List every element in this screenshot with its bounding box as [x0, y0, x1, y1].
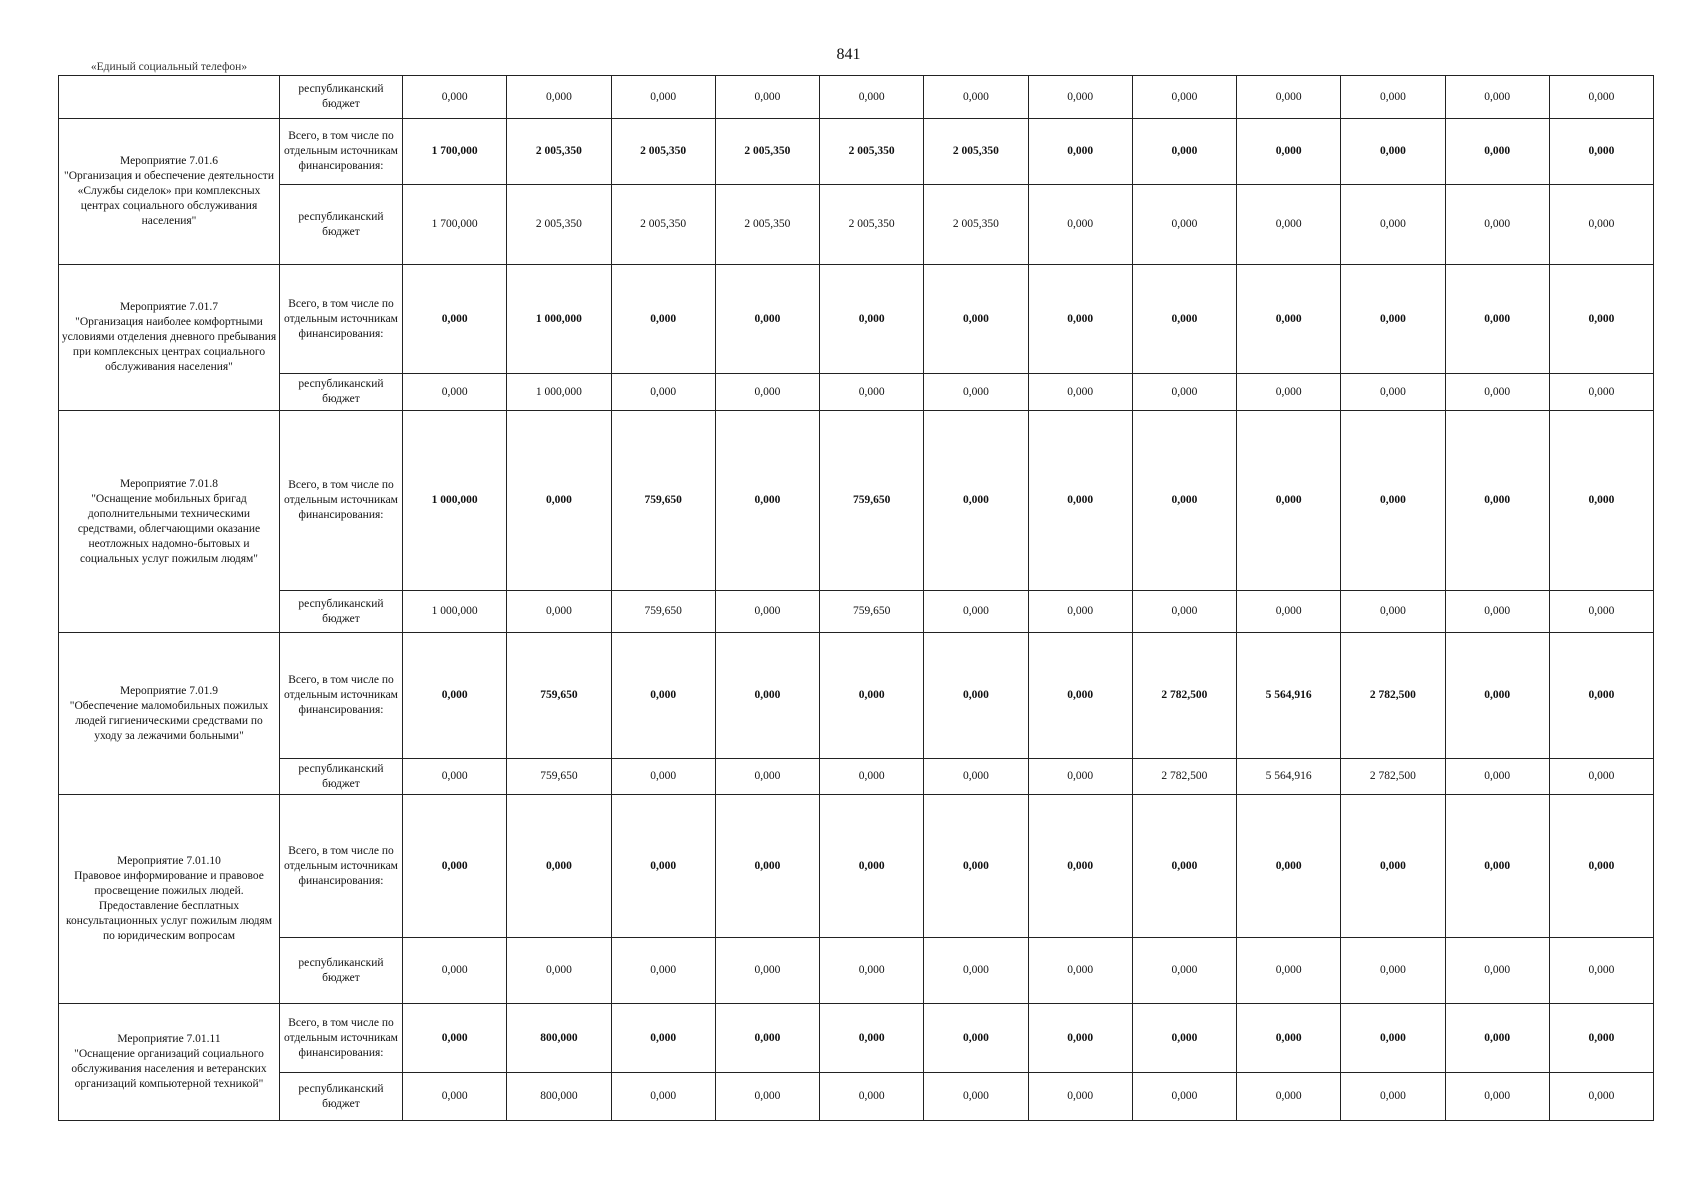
value-cell: 0,000 [1549, 374, 1653, 411]
value-cell: 0,000 [403, 1004, 507, 1073]
value-cell: 0,000 [1028, 76, 1132, 119]
value-cell: 759,650 [507, 633, 611, 759]
table-row [59, 1073, 1654, 1121]
value-cell: 0,000 [403, 938, 507, 1004]
value-cell: 0,000 [715, 265, 819, 374]
value-cell: 0,000 [1549, 795, 1653, 938]
value-cell: 0,000 [403, 1073, 507, 1121]
value-cell: 0,000 [924, 938, 1028, 1004]
value-cell: 0,000 [1341, 1004, 1445, 1073]
value-cell: 0,000 [1132, 265, 1236, 374]
value-cell: 0,000 [1445, 1073, 1549, 1121]
value-cell: 0,000 [1237, 185, 1341, 265]
value-cell: 0,000 [820, 938, 924, 1004]
value-cell: 0,000 [1341, 795, 1445, 938]
value-cell: 0,000 [1132, 374, 1236, 411]
value-cell: 2 005,350 [820, 119, 924, 185]
value-cell: 0,000 [715, 411, 819, 591]
table-row [59, 633, 1654, 759]
value-cell: 0,000 [715, 759, 819, 795]
value-cell: 0,000 [611, 938, 715, 1004]
value-cell: 759,650 [507, 759, 611, 795]
value-cell: 0,000 [924, 759, 1028, 795]
value-cell: 2 005,350 [507, 185, 611, 265]
value-cell: 1 000,000 [507, 374, 611, 411]
value-cell: 0,000 [1237, 76, 1341, 119]
value-cell: 0,000 [1445, 411, 1549, 591]
event-title: Мероприятие 7.01.6 [120, 155, 218, 167]
value-cell: 2 005,350 [924, 119, 1028, 185]
table-row [59, 1004, 1654, 1073]
value-cell: 0,000 [1341, 938, 1445, 1004]
value-cell: 1 000,000 [403, 411, 507, 591]
value-cell: 0,000 [1132, 1004, 1236, 1073]
value-cell: 0,000 [1445, 1004, 1549, 1073]
value-cell: 0,000 [715, 795, 819, 938]
value-cell: 0,000 [715, 1004, 819, 1073]
value-cell: 0,000 [1445, 633, 1549, 759]
source-total-label: Всего, в том числе по отдельным источникам финансирования: [280, 795, 403, 938]
value-cell: 0,000 [1237, 1004, 1341, 1073]
event-title: Мероприятие 7.01.10 [117, 855, 221, 867]
source-republican-label: республиканский бюджет [280, 759, 403, 795]
event-name-cell [59, 411, 280, 633]
value-cell: 0,000 [1445, 185, 1549, 265]
value-cell: 2 005,350 [715, 119, 819, 185]
value-cell: 2 005,350 [715, 185, 819, 265]
value-cell: 0,000 [507, 795, 611, 938]
value-cell: 0,000 [1341, 76, 1445, 119]
event-name-cell [59, 61, 280, 119]
value-cell: 0,000 [507, 591, 611, 633]
value-cell: 0,000 [1028, 265, 1132, 374]
value-cell: 0,000 [403, 265, 507, 374]
value-cell: 0,000 [403, 759, 507, 795]
value-cell: 2 005,350 [611, 119, 715, 185]
value-cell: 0,000 [1341, 119, 1445, 185]
value-cell: 2 782,500 [1341, 759, 1445, 795]
value-cell: 0,000 [1549, 265, 1653, 374]
value-cell: 0,000 [611, 795, 715, 938]
value-cell: 0,000 [924, 374, 1028, 411]
value-cell: 0,000 [507, 76, 611, 119]
value-cell: 0,000 [1132, 1073, 1236, 1121]
value-cell: 0,000 [1549, 411, 1653, 591]
value-cell: 0,000 [1445, 374, 1549, 411]
value-cell: 0,000 [820, 759, 924, 795]
value-cell: 0,000 [924, 633, 1028, 759]
value-cell: 0,000 [924, 591, 1028, 633]
value-cell: 0,000 [1549, 1004, 1653, 1073]
value-cell: 0,000 [1132, 411, 1236, 591]
value-cell: 0,000 [507, 938, 611, 1004]
value-cell: 0,000 [820, 76, 924, 119]
value-cell: 0,000 [820, 265, 924, 374]
value-cell: 0,000 [1445, 938, 1549, 1004]
table-row [59, 795, 1654, 938]
value-cell: 800,000 [507, 1073, 611, 1121]
value-cell: 0,000 [1445, 795, 1549, 938]
value-cell: 1 700,000 [403, 119, 507, 185]
value-cell: 0,000 [1549, 759, 1653, 795]
value-cell: 1 700,000 [403, 185, 507, 265]
value-cell: 0,000 [820, 795, 924, 938]
table-row [59, 938, 1654, 1004]
value-cell: 0,000 [1549, 633, 1653, 759]
value-cell: 0,000 [1341, 591, 1445, 633]
source-total-label: Всего, в том числе по отдельным источникам финансирования: [280, 265, 403, 374]
value-cell: 759,650 [611, 411, 715, 591]
source-total-label: Всего, в том числе по отдельным источникам финансирования: [280, 633, 403, 759]
event-description: "Обеспечение маломобильных пожилых людей гигиеническими средствами по уходу за лежачими больными" [69, 699, 269, 742]
page-number: 841 [836, 46, 861, 63]
table-row [59, 591, 1654, 633]
source-republican-label: республиканский бюджет [280, 374, 403, 411]
table-row [59, 119, 1654, 185]
value-cell: 0,000 [1445, 119, 1549, 185]
value-cell: 0,000 [1237, 591, 1341, 633]
source-republican-label: республиканский бюджет [280, 185, 403, 265]
event-title: Мероприятие 7.01.7 [120, 301, 218, 313]
value-cell: 0,000 [611, 1004, 715, 1073]
table-row [59, 185, 1654, 265]
value-cell: 0,000 [1028, 411, 1132, 591]
value-cell: 0,000 [1132, 795, 1236, 938]
value-cell: 0,000 [1237, 938, 1341, 1004]
value-cell: 0,000 [1237, 374, 1341, 411]
value-cell: 1 000,000 [403, 591, 507, 633]
value-cell: 0,000 [715, 633, 819, 759]
value-cell: 2 005,350 [820, 185, 924, 265]
event-title: Мероприятие 7.01.8 [120, 477, 218, 490]
value-cell: 0,000 [1237, 411, 1341, 591]
value-cell: 0,000 [924, 76, 1028, 119]
value-cell: 0,000 [1132, 76, 1236, 119]
value-cell: 0,000 [715, 374, 819, 411]
source-total-label: Всего, в том числе по отдельным источникам финансирования: [280, 119, 403, 185]
value-cell: 0,000 [1028, 591, 1132, 633]
value-cell: 0,000 [1445, 76, 1549, 119]
value-cell: 0,000 [1028, 1004, 1132, 1073]
event-description: "Организация наиболее комфортными условиями отделения дневного пребывания при комплексных центрах социального обслуживания населения" [61, 316, 277, 373]
value-cell: 0,000 [1132, 185, 1236, 265]
event-name-cell [59, 119, 280, 265]
value-cell: 0,000 [611, 1073, 715, 1121]
table-row [59, 411, 1654, 591]
value-cell: 0,000 [403, 795, 507, 938]
value-cell: 0,000 [820, 1073, 924, 1121]
budget-table-body [59, 61, 1654, 1121]
value-cell: 1 000,000 [507, 265, 611, 374]
value-cell: 0,000 [403, 374, 507, 411]
value-cell: 759,650 [820, 411, 924, 591]
event-title: Мероприятие 7.01.9 [120, 684, 218, 697]
event-title: Мероприятие 7.01.11 [117, 1033, 221, 1045]
event-name-cell [59, 633, 280, 795]
value-cell: 0,000 [1549, 1073, 1653, 1121]
budget-table [58, 61, 1654, 1121]
source-republican-label: республиканский бюджет [280, 591, 403, 633]
value-cell: 0,000 [924, 1073, 1028, 1121]
source-republican-label: республиканский бюджет [280, 938, 403, 1004]
value-cell: 2 005,350 [611, 185, 715, 265]
value-cell: 2 005,350 [924, 185, 1028, 265]
value-cell: 0,000 [1028, 795, 1132, 938]
value-cell: 0,000 [507, 411, 611, 591]
value-cell: 0,000 [1028, 759, 1132, 795]
value-cell: 0,000 [611, 265, 715, 374]
table-row [59, 374, 1654, 411]
value-cell: 0,000 [611, 374, 715, 411]
value-cell: 5 564,916 [1237, 633, 1341, 759]
value-cell: 0,000 [820, 374, 924, 411]
event-name-cell [59, 265, 280, 411]
value-cell: 0,000 [1445, 759, 1549, 795]
value-cell: 0,000 [1445, 265, 1549, 374]
value-cell: 0,000 [1341, 374, 1445, 411]
value-cell: 0,000 [1237, 1073, 1341, 1121]
value-cell: 0,000 [715, 76, 819, 119]
value-cell: 0,000 [1028, 374, 1132, 411]
value-cell: 2 005,350 [507, 119, 611, 185]
value-cell: 0,000 [924, 1004, 1028, 1073]
value-cell: 2 782,500 [1132, 633, 1236, 759]
event-description: «Единый социальный телефон» [90, 61, 248, 73]
value-cell: 0,000 [1237, 265, 1341, 374]
value-cell: 0,000 [403, 76, 507, 119]
value-cell: 0,000 [924, 411, 1028, 591]
value-cell: 0,000 [1341, 1073, 1445, 1121]
value-cell: 0,000 [1237, 119, 1341, 185]
value-cell: 5 564,916 [1237, 759, 1341, 795]
value-cell: 0,000 [1132, 938, 1236, 1004]
value-cell: 0,000 [1341, 265, 1445, 374]
table-row [59, 265, 1654, 374]
source-total-label: Всего, в том числе по отдельным источникам финансирования: [280, 1004, 403, 1073]
value-cell: 0,000 [1341, 411, 1445, 591]
value-cell: 0,000 [1028, 938, 1132, 1004]
value-cell: 0,000 [924, 265, 1028, 374]
event-name-cell [59, 1004, 280, 1121]
value-cell: 0,000 [1549, 938, 1653, 1004]
value-cell: 0,000 [1549, 119, 1653, 185]
event-description: "Оснащение организаций социального обслуживания населения и ветеранских организаций компьютерной техникой" [71, 1048, 267, 1090]
value-cell: 0,000 [1549, 591, 1653, 633]
value-cell: 0,000 [820, 633, 924, 759]
event-name-cell [59, 795, 280, 1004]
event-description: Правовое информирование и правовое просвещение пожилых людей. Предоставление бесплатных консультационных услуг пожилым людям по юридическим вопросам [65, 870, 273, 942]
value-cell: 0,000 [1028, 119, 1132, 185]
value-cell: 0,000 [1132, 119, 1236, 185]
value-cell: 0,000 [611, 633, 715, 759]
value-cell: 0,000 [611, 76, 715, 119]
value-cell: 0,000 [715, 1073, 819, 1121]
value-cell: 0,000 [611, 759, 715, 795]
source-republican-label: республиканский бюджет [280, 76, 403, 119]
value-cell: 0,000 [1028, 633, 1132, 759]
value-cell: 0,000 [1549, 185, 1653, 265]
value-cell: 0,000 [1341, 185, 1445, 265]
value-cell: 0,000 [403, 633, 507, 759]
value-cell: 0,000 [820, 1004, 924, 1073]
value-cell: 0,000 [715, 591, 819, 633]
value-cell: 2 782,500 [1132, 759, 1236, 795]
source-republican-label: республиканский бюджет [280, 1073, 403, 1121]
value-cell: 0,000 [1132, 591, 1236, 633]
source-total-label: Всего, в том числе по отдельным источникам финансирования: [280, 411, 403, 591]
event-description: "Организация и обеспечение деятельности «Службы сиделок» при комплексных центрах социального обслуживания населения" [64, 170, 274, 227]
event-description: "Оснащение мобильных бригад дополнительными техническими средствами, облегчающими оказание неотложных надомно-бытовых и социальных услуг пожилым людям" [77, 492, 261, 565]
value-cell: 2 782,500 [1341, 633, 1445, 759]
value-cell: 0,000 [1549, 76, 1653, 119]
value-cell: 0,000 [1237, 795, 1341, 938]
table-row [59, 759, 1654, 795]
value-cell: 759,650 [820, 591, 924, 633]
value-cell: 0,000 [1028, 185, 1132, 265]
value-cell: 0,000 [1445, 591, 1549, 633]
value-cell: 759,650 [611, 591, 715, 633]
value-cell: 800,000 [507, 1004, 611, 1073]
value-cell: 0,000 [924, 795, 1028, 938]
table-row [59, 76, 1654, 119]
value-cell: 0,000 [715, 938, 819, 1004]
value-cell: 0,000 [1028, 1073, 1132, 1121]
